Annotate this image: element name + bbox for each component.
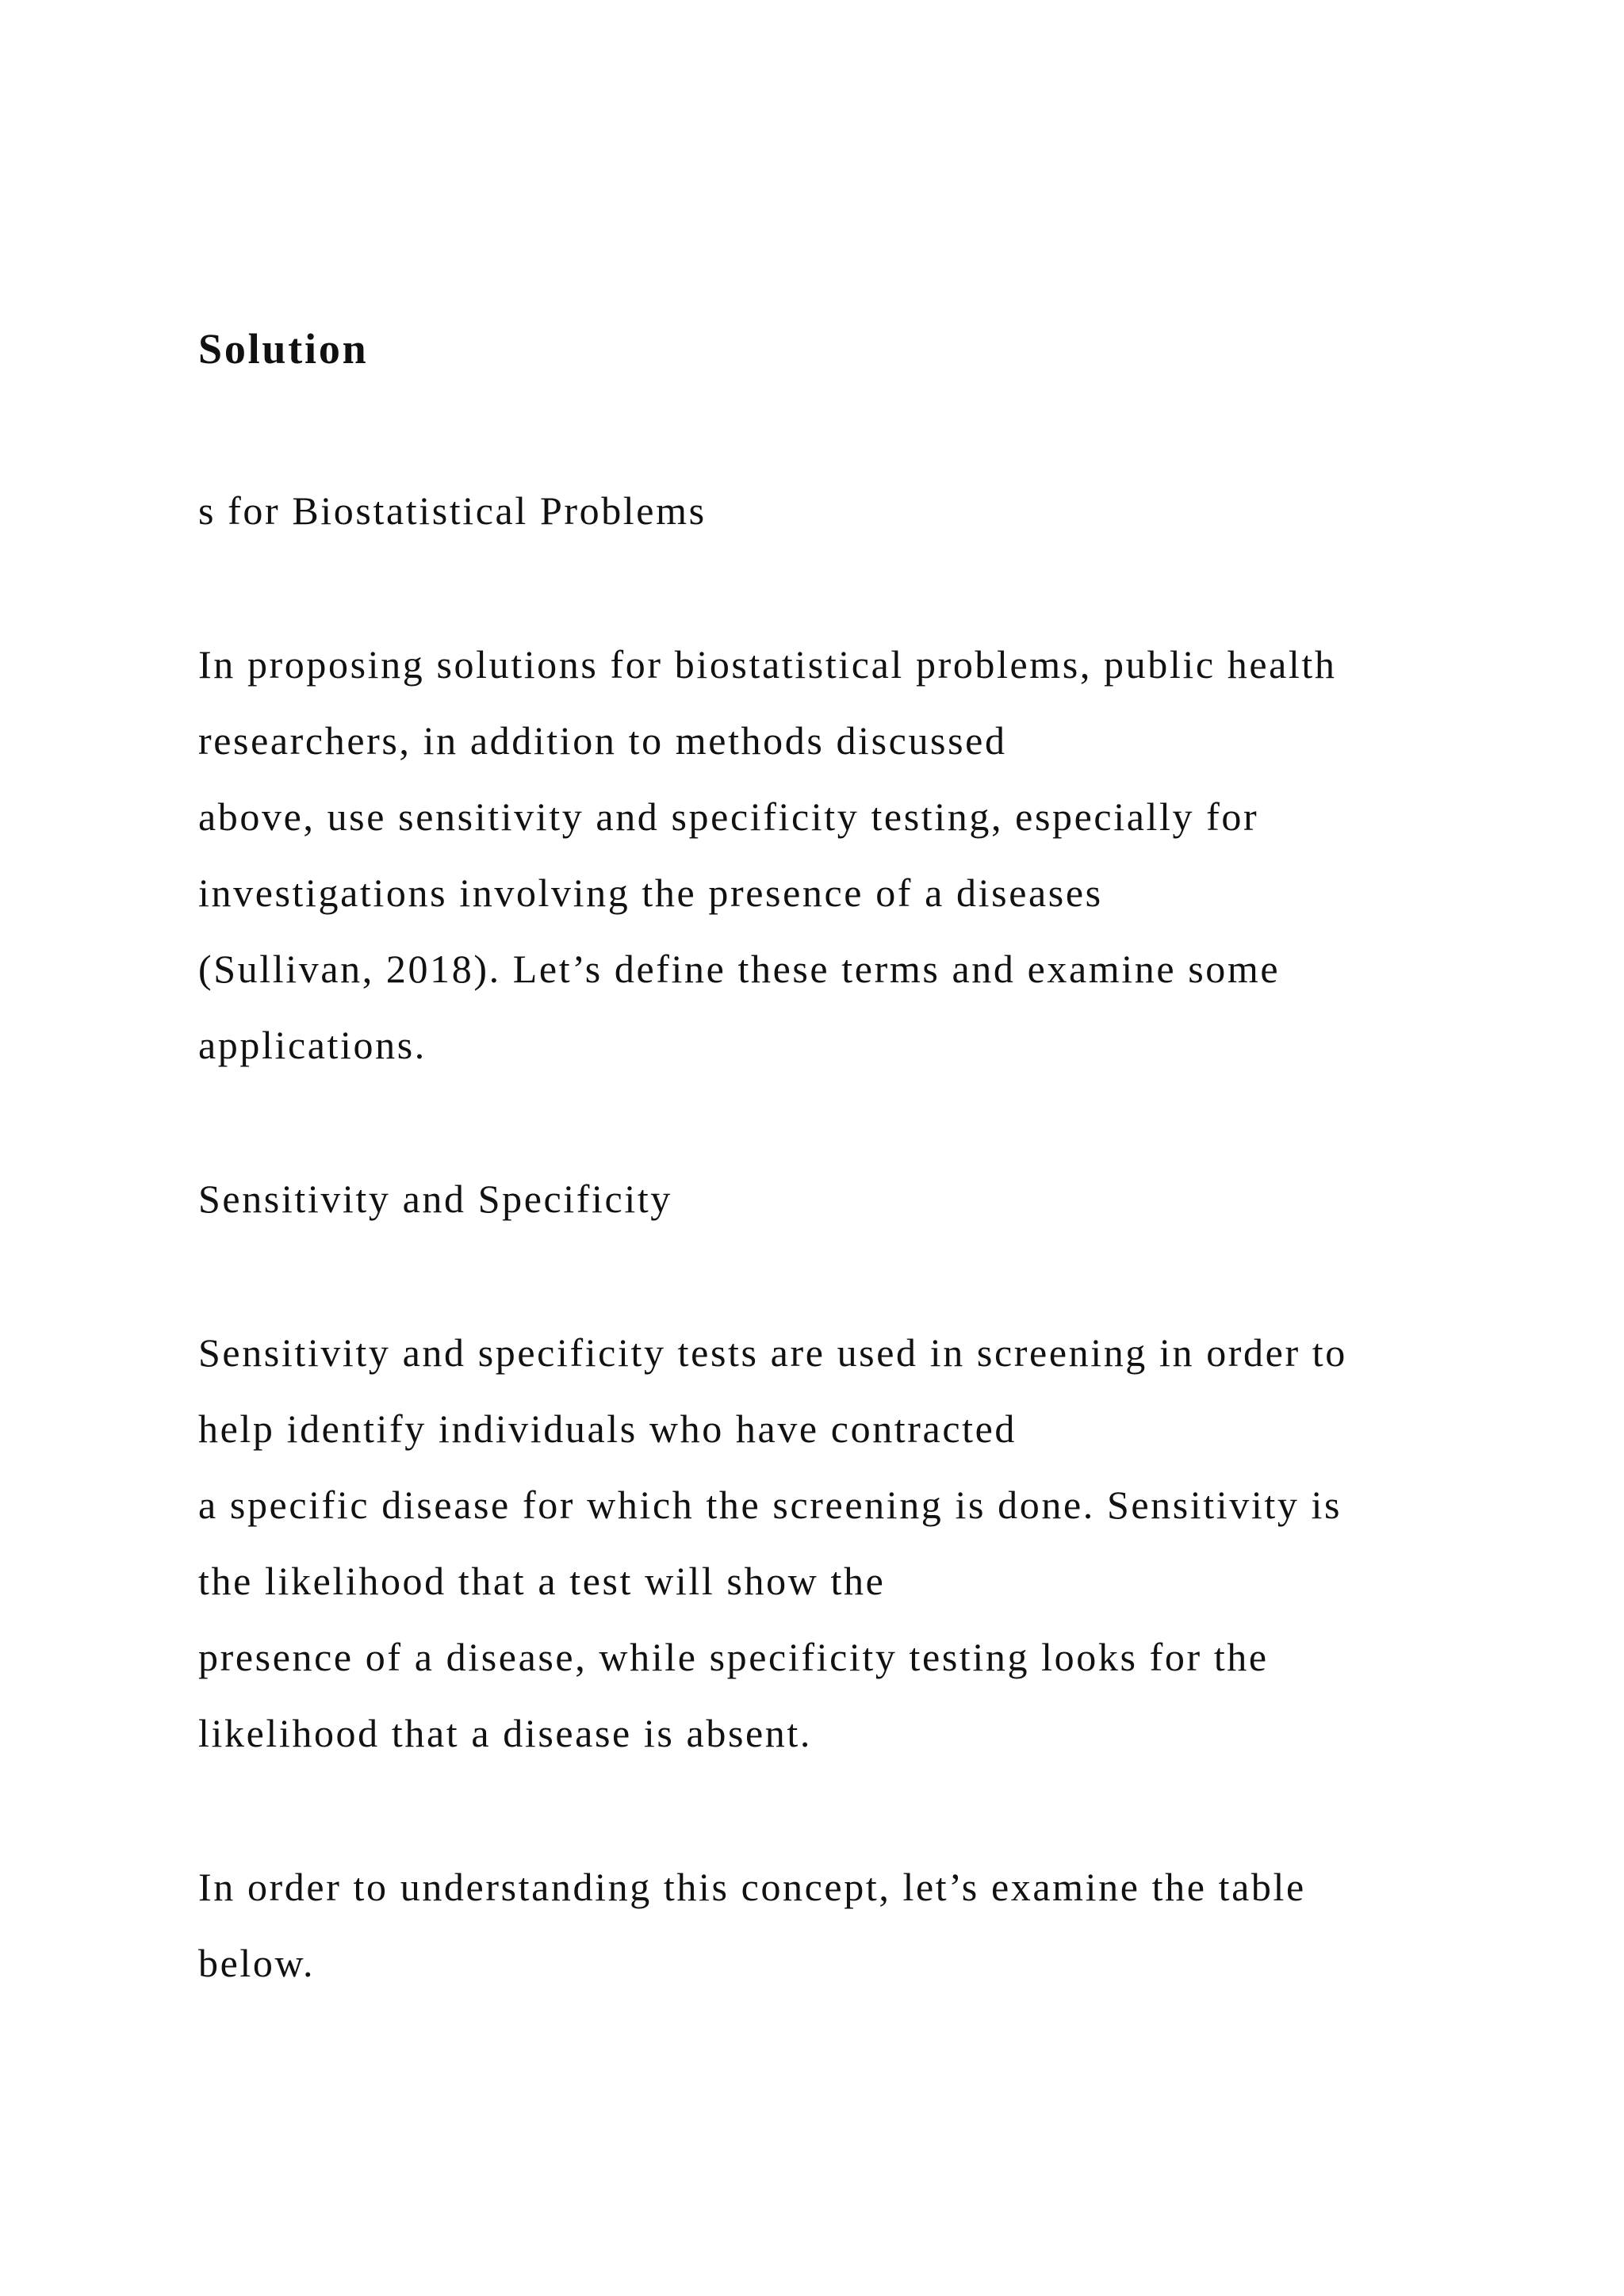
paragraph-2-line: likelihood that a disease is absent.	[198, 1711, 812, 1755]
section-title: Sensitivity and Specificity	[198, 1177, 672, 1221]
paragraph-1-line: (Sullivan, 2018). Let’s define these terms and examine some	[198, 947, 1281, 991]
paragraph-1-line: above, use sensitivity and specificity testing, especially for	[198, 794, 1259, 839]
paragraph-1-line: investigations involving the presence of a diseases	[198, 871, 1103, 915]
paragraph-2-line: help identify individuals who have contracted	[198, 1406, 1017, 1451]
document-heading: Solution	[198, 325, 369, 373]
paragraph-2-line: the likelihood that a test will show the	[198, 1559, 886, 1603]
paragraph-1	[198, 626, 1507, 1083]
paragraph-2-line: presence of a disease, while specificity testing looks for the	[198, 1635, 1269, 1679]
paragraph-1-line: researchers, in addition to methods discussed	[198, 718, 1007, 763]
paragraph-3	[198, 1849, 1507, 2001]
paragraph-2-line: a specific disease for which the screening is done. Sensitivity is	[198, 1483, 1342, 1527]
paragraph-1-line: applications.	[198, 1023, 427, 1067]
paragraph-1-line: In proposing solutions for biostatistical problems, public health	[198, 642, 1337, 687]
paragraph-2-line: Sensitivity and specificity tests are used in screening in order to	[198, 1330, 1347, 1375]
document-subheading: s for Biostatistical Problems	[198, 488, 707, 533]
paragraph-3-line: below.	[198, 1941, 316, 1985]
paragraph-3-line: In order to understanding this concept, let’s examine the table	[198, 1865, 1306, 1909]
paragraph-2	[198, 1314, 1507, 1771]
